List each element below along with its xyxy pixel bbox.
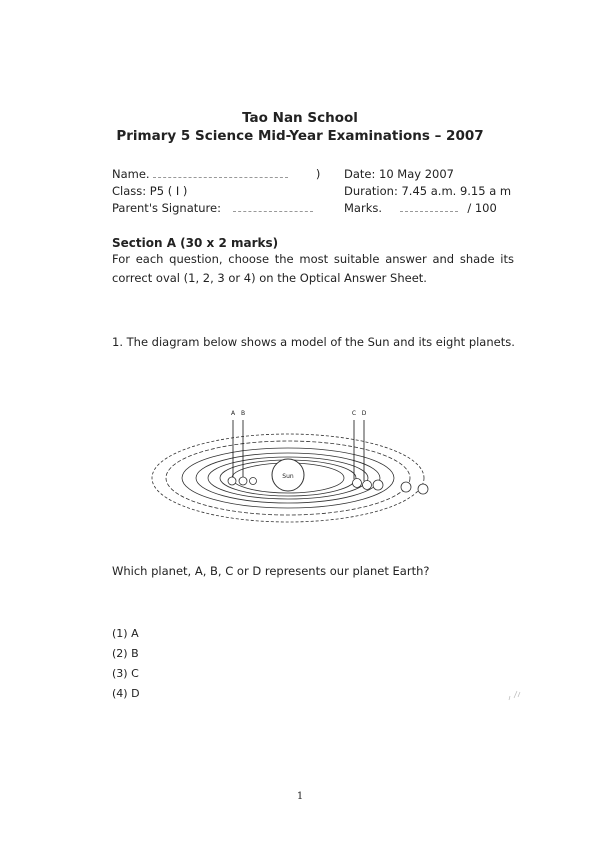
planet-outer-2 — [401, 482, 411, 492]
school-name: Tao Nan School — [242, 110, 358, 126]
label-b: B — [240, 410, 246, 417]
planet-c — [353, 479, 362, 488]
exam-date: Date: 10 May 2007 — [344, 167, 455, 181]
planet-outer-1 — [373, 480, 383, 490]
planet-b — [239, 477, 247, 485]
marks-total: / 100 — [467, 201, 497, 215]
scan-smudge — [505, 688, 525, 704]
marks-label: Marks. — [344, 201, 383, 215]
marks-field — [344, 201, 497, 215]
planet-d — [363, 481, 372, 490]
parent-signature-field — [112, 201, 313, 215]
name-close-paren: ) — [315, 167, 321, 181]
section-instruction: For each question, choose the most suitable answer and shade its correct oval (1, 2, 3 or 4) on the Optical Answer Sheet. — [112, 252, 514, 285]
name-blank — [153, 167, 288, 178]
label-a: A — [230, 410, 236, 417]
question-1-prompt: Which planet, A, B, C or D represents our planet Earth? — [112, 564, 430, 578]
parent-signature-label: Parent's Signature: — [112, 201, 221, 215]
label-d: D — [361, 410, 367, 417]
page-number: 1 — [296, 791, 304, 802]
class-field: Class: P5 ( I ) — [112, 184, 188, 198]
planet-inner — [250, 478, 257, 485]
solar-system-diagram — [150, 405, 440, 540]
section-title: Section A (30 x 2 marks) — [112, 236, 279, 250]
signature-blank — [233, 201, 313, 212]
exam-title: Primary 5 Science Mid-Year Examinations – 2007 — [116, 128, 484, 144]
name-label: Name. — [112, 167, 150, 181]
planet-outer-3 — [418, 484, 428, 494]
option-2: (2) B — [112, 647, 139, 660]
label-c: C — [351, 410, 357, 417]
question-1-text: 1. The diagram below shows a model of the Sun and its eight planets. — [112, 335, 515, 349]
sun-label: Sun — [282, 473, 294, 480]
option-1: (1) A — [112, 627, 139, 640]
exam-duration: Duration: 7.45 a.m. 9.15 a m — [344, 184, 512, 198]
planet-a — [228, 477, 236, 485]
name-field — [112, 167, 320, 181]
option-3: (3) C — [112, 667, 139, 680]
option-4: (4) D — [112, 687, 140, 700]
marks-blank — [400, 201, 458, 212]
